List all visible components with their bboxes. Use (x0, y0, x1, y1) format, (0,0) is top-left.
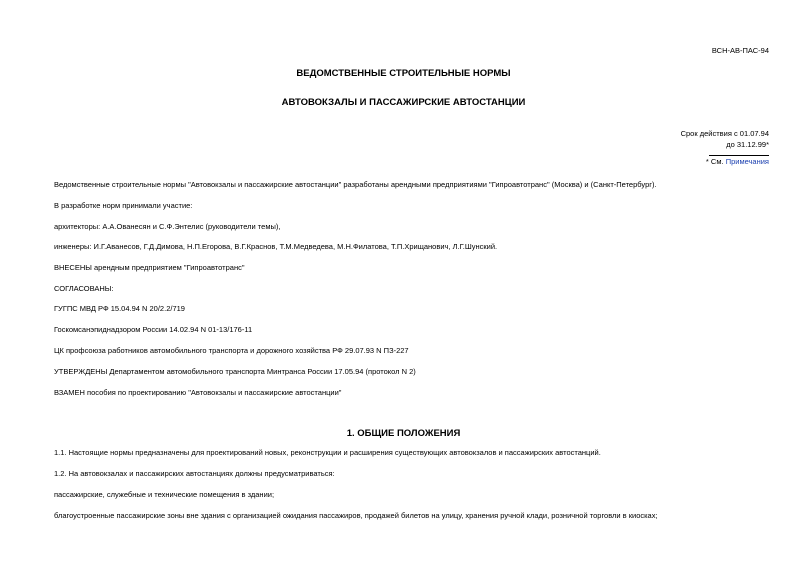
section-title: 1. ОБЩИЕ ПОЛОЖЕНИЯ (346, 428, 461, 439)
notes-link[interactable]: Примечания (725, 157, 769, 166)
validity-end: до 31.12.99* (726, 140, 769, 149)
paragraph-replaces: ВЗАМЕН пособия по проектированию "Автовокзалы и пассажирские автостанции" (54, 388, 342, 397)
paragraph-union: ЦК профсоюза работников автомобильного транспорта и дорожного хозяйства РФ 29.07.93 N ПЗ-227 (54, 346, 409, 355)
paragraph-1-1: 1.1. Настоящие нормы предназначены для проектирований новых, реконструкции и расширения существующих автовокзалов и пассажирских автостанций. (54, 448, 601, 457)
paragraph-architects: архитекторы: А.А.Ованесян и С.Ф.Энтелис (руководители темы), (54, 222, 281, 231)
validity-period (681, 128, 769, 150)
paragraph-participants: В разработке норм принимали участие: (54, 201, 193, 210)
paragraph-premises: пассажирские, служебные и технические помещения в здании; (54, 490, 275, 499)
document-code: ВСН-АВ-ПАС-94 (711, 46, 769, 55)
paragraph-approved: УТВЕРЖДЕНЫ Департаментом автомобильного транспорта Минтранса России 17.05.94 (протокол N 2) (54, 367, 416, 376)
note-prefix: * См. (705, 157, 724, 166)
paragraph-engineers: инженеры: И.Г.Аванесов, Г.Д.Димова, Н.П.Егорова, В.Г.Краснов, Т.М.Медведева, М.Н.Филатова, Т.П.Хрищанович, Л.Г.Шунский. (54, 242, 498, 251)
document-title: ВЕДОМСТВЕННЫЕ СТРОИТЕЛЬНЫЕ НОРМЫ (296, 68, 511, 79)
paragraph-agreed: СОГЛАСОВАНЫ: (54, 284, 114, 293)
paragraph-gugps: ГУГПС МВД РФ 15.04.94 N 20/2.2/719 (54, 304, 185, 313)
paragraph-developers: Ведомственные строительные нормы "Автовокзалы и пассажирские автостанции" разработаны арендными предприятиями "Гипроавтотранс" (Москва) и (Санкт-Петербург). (54, 180, 657, 189)
paragraph-zones: благоустроенные пассажирские зоны вне здания с организацией ожидания пассажиров, продажей билетов на улицу, хранения ручной клади, розничной торговли в киосках; (54, 511, 658, 520)
paragraph-1-2: 1.2. На автовокзалах и пассажирских автостанциях должны предусматриваться: (54, 469, 335, 478)
note (706, 157, 769, 166)
paragraph-introduced: ВНЕСЕНЫ арендным предприятием "Гипроавтотранс" (54, 263, 245, 272)
validity-start: Срок действия с 01.07.94 (680, 129, 769, 138)
note-divider (709, 155, 769, 156)
document-subtitle: АВТОВОКЗАЛЫ И ПАССАЖИРСКИЕ АВТОСТАНЦИИ (281, 97, 526, 108)
paragraph-sanepid: Госкомсанэпиднадзором России 14.02.94 N 01-13/176-11 (54, 325, 253, 334)
